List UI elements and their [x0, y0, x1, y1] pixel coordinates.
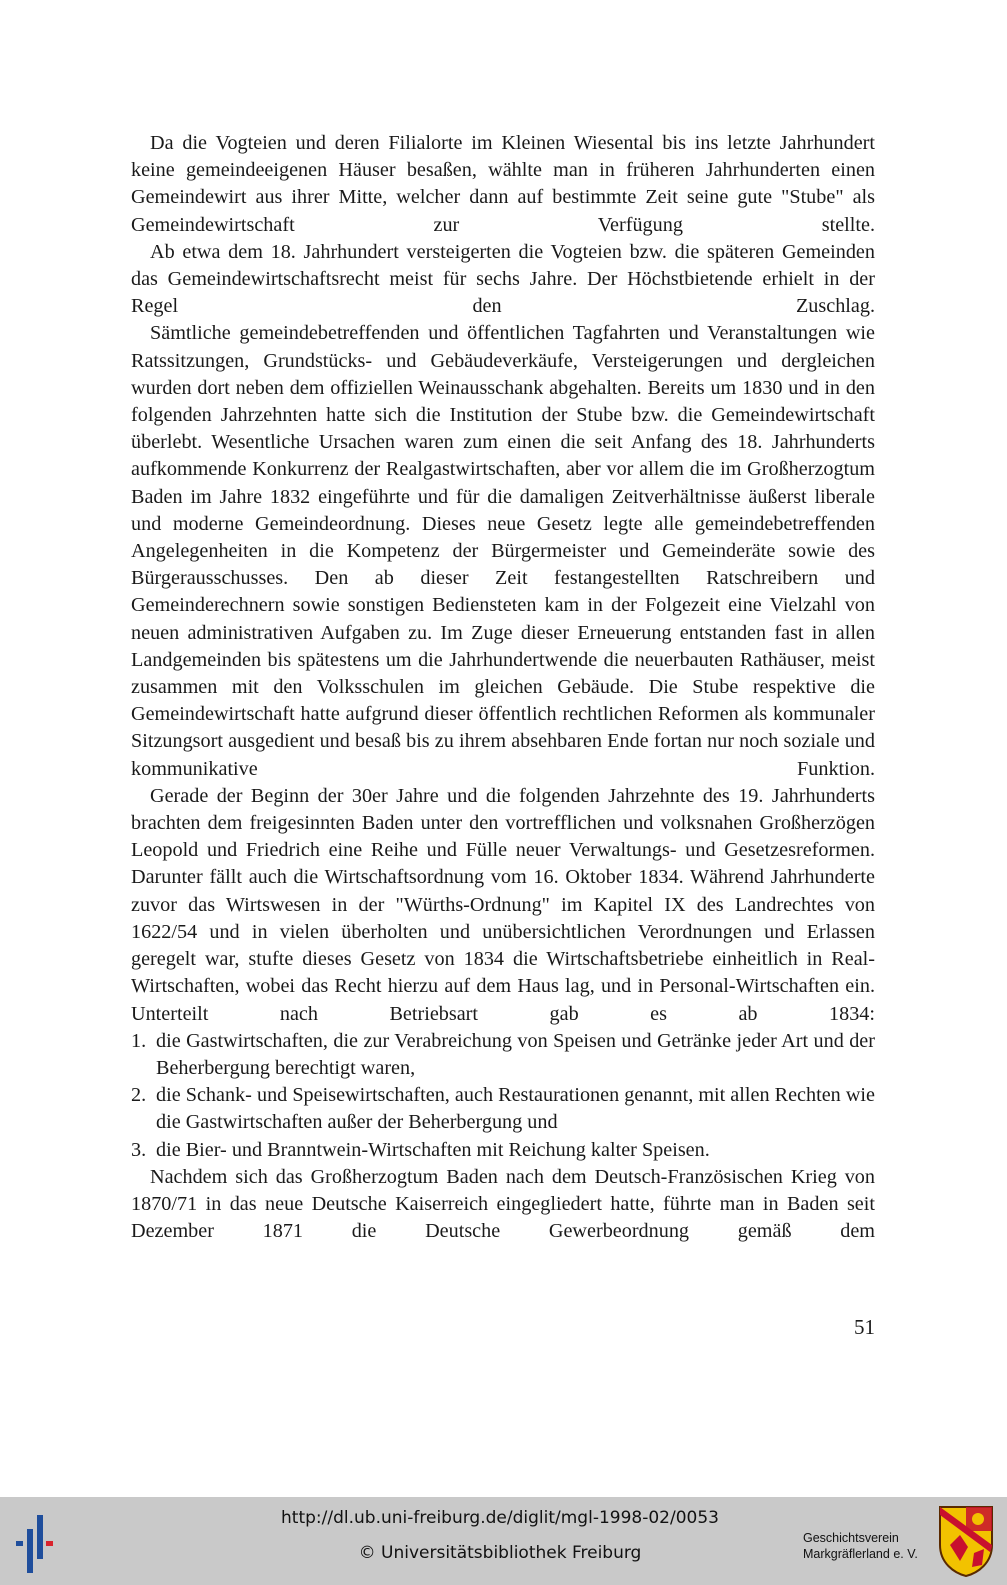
- footer-copyright: © Universitätsbibliothek Freiburg: [358, 1543, 642, 1563]
- list-item-text: die Gastwirtschaften, die zur Verabreichung von Speisen und Getränke jeder Art und der Beherbergung berechtigt waren,: [156, 1029, 875, 1079]
- page-body: [131, 130, 875, 1245]
- paragraph-2: Ab etwa dem 18. Jahrhundert versteigerten die Vogteien bzw. die späteren Gemeinden das Gemeindewirtschaftsrecht meist für sechs Jahre. Der Höchstbietende erhielt in der Regel den Zuschlag.: [131, 240, 875, 318]
- list-item: [131, 1028, 875, 1082]
- ub-freiburg-logo-icon: [16, 1515, 62, 1573]
- paragraph-5: Nachdem sich das Großherzogtum Baden nach dem Deutsch-Französischen Krieg von 1870/71 in das neue Deutsche Kaiserreich eingegliedert hatte, führte man in Baden seit Dezember 1871 die Deutsche Gewerbeordnung gemäß dem: [131, 1165, 875, 1243]
- society-crest-icon: [938, 1505, 994, 1577]
- footer-url-link[interactable]: http://dl.ub.uni-freiburg.de/diglit/mgl-1998-02/0053: [281, 1508, 719, 1528]
- paragraph-4: Gerade der Beginn der 30er Jahre und die folgenden Jahrzehnte des 19. Jahrhunderts brachten dem freigesinnten Baden unter den vortrefflichen und volksnahen Großherzögen Leopold und Friedrich eine Reihe und Fülle neuer Verwaltungs- und Gesetzesreformen. Darunter fällt auch die Wirtschaftsordnung vom 16. Oktober 1834. Während Jahrhunderte zuvor das Wirtswesen in der "Würths-Ordnung" im Kapitel IX des Landrechtes von 1622/54 und in vielen überholten und unübersichtlichen Verordnungen und Erlassen geregelt war, stufte dieses Gesetz von 1834 die Wirtschaftsbetriebe einheitlich in Real-Wirtschaften, wobei das Recht hierzu auf dem Haus lag, und in Personal-Wirtschaften ein. Unterteilt nach Betriebsart gab es ab 1834:: [131, 784, 875, 1025]
- list-item: [131, 1137, 875, 1164]
- page-number: 51: [854, 1315, 875, 1339]
- list-item-text: die Schank- und Speisewirtschaften, auch Restaurationen genannt, mit allen Rechten wie die Gastwirtschaften außer der Beherbergung und: [156, 1084, 875, 1134]
- society-line-2: Markgräflerland e. V.: [803, 1547, 918, 1561]
- paragraph-3: Sämtliche gemeindebetreffenden und öffentlichen Tagfahrten und Veranstaltungen wie Ratssitzungen, Grundstücks- und Gebäudeverkäufe, Versteigerungen und dergleichen wurden dort neben dem offiziellen Weinausschank abgehalten. Bereits um 1830 und in den folgenden Jahrzehnten hatte sich die Institution der Stube bzw. die Gemeindewirtschaft überlebt. Wesentliche Ursachen waren zum einen die seit Anfang des 18. Jahrhunderts aufkommende Konkurrenz der Realgastwirtschaften, aber vor allem die im Großherzogtum Baden im Jahre 1832 eingeführte und für die damaligen Zeitverhältnisse äußerst liberale und moderne Gemeindeordnung. Dieses neue Gesetz legte alle gemeindebetreffenden Angelegenheiten in die Kompetenz der Bürgermeister und Gemeinderäte sowie des Bürgerausschusses. Den ab dieser Zeit festangestellten Ratschreibern und Gemeinderechnern sowie sonstigen Bediensteten kam in der Folgezeit eine Vielzahl von neuen administrativen Aufgaben zu. Im Zuge dieser Erneuerung entstanden fast in allen Landgemeinden bis spätestens um die Jahrhundertwende die neuerbauten Rathäuser, meist zusammen mit den Volksschulen im gleichen Gebäude. Die Stube respektive die Gemeindewirtschaft hatte aufgrund dieser öffentlich rechtlichen Reformen als kommunaler Sitzungsort ausgedient und besaß bis zu ihrem absehbaren Ende fortan nur noch soziale und kommunikative Funktion.: [131, 322, 875, 780]
- footer-society-name: [803, 1530, 931, 1562]
- paragraph-1: Da die Vogteien und deren Filialorte im Kleinen Wiesental bis ins letzte Jahrhundert keine gemeindeeigenen Häuser besaßen, wählte man in früheren Jahrhunderten einen Gemeindewirt aus ihrer Mitte, welcher dann auf bestimmte Zeit seine gute "Stube" als Gemeindewirtschaft zur Verfügung stellte.: [131, 132, 875, 236]
- list-item-number: 1.: [131, 1029, 147, 1052]
- list-item-number: 2.: [131, 1084, 147, 1107]
- footer-bar: [0, 1497, 1007, 1585]
- society-line-1: Geschichtsverein: [803, 1531, 899, 1545]
- list-item-text: die Bier- und Branntwein-Wirtschaften mit Reichung kalter Speisen.: [156, 1138, 710, 1161]
- wirtschaft-types-list: [131, 1028, 875, 1164]
- list-item: [131, 1082, 875, 1136]
- list-item-number: 3.: [131, 1138, 147, 1161]
